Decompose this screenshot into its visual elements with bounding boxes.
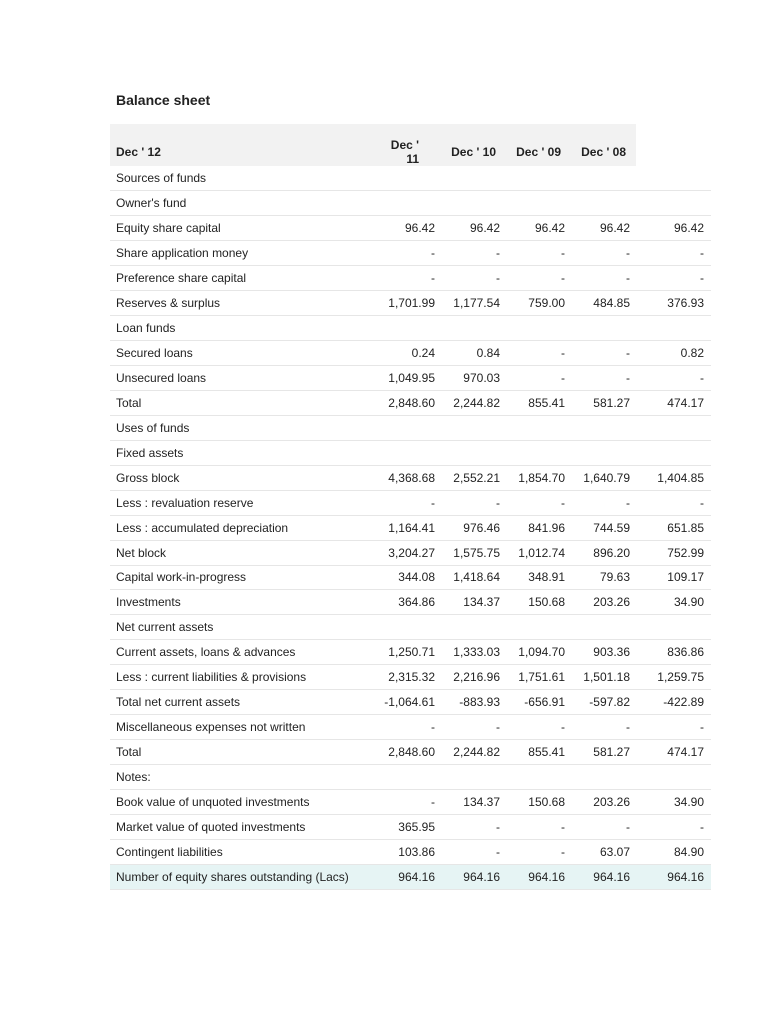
row-value (376, 166, 441, 191)
table-row (110, 390, 711, 415)
row-value (441, 765, 506, 790)
row-label: Less : accumulated depreciation (110, 515, 376, 540)
table-row (110, 765, 711, 790)
row-value (376, 765, 441, 790)
row-value: 1,094.70 (506, 640, 571, 665)
row-value: 2,315.32 (376, 665, 441, 690)
row-value (506, 166, 571, 191)
table-row (110, 690, 711, 715)
row-value: 0.82 (636, 341, 711, 366)
table-row (110, 316, 711, 341)
row-value: 364.86 (376, 590, 441, 615)
row-value (636, 191, 711, 216)
row-value: - (571, 814, 636, 839)
page-title: Balance sheet (116, 92, 211, 108)
row-value: 964.16 (376, 864, 441, 889)
row-value (441, 440, 506, 465)
row-label: Number of equity shares outstanding (Lacs) (110, 864, 376, 889)
row-value: 1,575.75 (441, 540, 506, 565)
table-row (110, 191, 711, 216)
row-value (441, 615, 506, 640)
row-value: 344.08 (376, 565, 441, 590)
row-value: - (506, 839, 571, 864)
row-value: 836.86 (636, 640, 711, 665)
row-label: Less : revaluation reserve (110, 490, 376, 515)
row-value: 84.90 (636, 839, 711, 864)
row-value: 903.36 (571, 640, 636, 665)
row-value (506, 615, 571, 640)
row-value (571, 615, 636, 640)
row-value: 134.37 (441, 590, 506, 615)
row-value: - (376, 241, 441, 266)
row-value: - (506, 490, 571, 515)
row-value: 96.42 (506, 216, 571, 241)
row-value (636, 415, 711, 440)
row-value: 581.27 (571, 390, 636, 415)
row-value: 96.42 (636, 216, 711, 241)
row-value: - (571, 366, 636, 391)
row-label: Net current assets (110, 615, 376, 640)
row-value: 34.90 (636, 590, 711, 615)
table-row (110, 789, 711, 814)
row-value (506, 191, 571, 216)
row-value: - (441, 814, 506, 839)
table-row (110, 440, 711, 465)
row-value: 976.46 (441, 515, 506, 540)
row-label: Owner's fund (110, 191, 376, 216)
row-value: 34.90 (636, 789, 711, 814)
table-row (110, 291, 711, 316)
table-row (110, 216, 711, 241)
row-value: - (506, 715, 571, 740)
row-value: - (441, 241, 506, 266)
row-label: Total (110, 740, 376, 765)
row-value: 484.85 (571, 291, 636, 316)
row-value: 103.86 (376, 839, 441, 864)
row-value: 134.37 (441, 789, 506, 814)
row-value: 376.93 (636, 291, 711, 316)
row-value (506, 316, 571, 341)
row-value (376, 615, 441, 640)
row-value (571, 191, 636, 216)
row-value (376, 440, 441, 465)
table-header-row (110, 124, 711, 166)
row-value: 203.26 (571, 590, 636, 615)
row-value: - (506, 341, 571, 366)
row-value: 1,854.70 (506, 465, 571, 490)
row-value: 1,012.74 (506, 540, 571, 565)
row-value: 4,368.68 (376, 465, 441, 490)
row-label: Secured loans (110, 341, 376, 366)
row-value: - (376, 715, 441, 740)
row-value: - (441, 839, 506, 864)
row-value: - (506, 241, 571, 266)
row-label: Net block (110, 540, 376, 565)
row-value: 474.17 (636, 740, 711, 765)
row-value: 1,049.95 (376, 366, 441, 391)
row-value: 2,552.21 (441, 465, 506, 490)
row-value (506, 415, 571, 440)
row-value: - (376, 490, 441, 515)
row-label: Sources of funds (110, 166, 376, 191)
row-value (571, 166, 636, 191)
row-value: 964.16 (571, 864, 636, 889)
table-row (110, 465, 711, 490)
row-label: Market value of quoted investments (110, 814, 376, 839)
row-label: Total (110, 390, 376, 415)
row-label: Miscellaneous expenses not written (110, 715, 376, 740)
table-row (110, 366, 711, 391)
row-value: - (506, 814, 571, 839)
row-value: 651.85 (636, 515, 711, 540)
row-value: 1,250.71 (376, 640, 441, 665)
row-value: 1,164.41 (376, 515, 441, 540)
row-value: 0.24 (376, 341, 441, 366)
table-row (110, 490, 711, 515)
row-value: 96.42 (571, 216, 636, 241)
table-row (110, 515, 711, 540)
table-row (110, 241, 711, 266)
row-label: Contingent liabilities (110, 839, 376, 864)
row-value: 150.68 (506, 789, 571, 814)
row-value (441, 415, 506, 440)
row-value: 2,848.60 (376, 390, 441, 415)
row-value: 1,259.75 (636, 665, 711, 690)
row-value: - (376, 266, 441, 291)
row-value: - (636, 715, 711, 740)
row-value: - (571, 341, 636, 366)
row-value: 2,244.82 (441, 390, 506, 415)
row-value: - (636, 366, 711, 391)
row-value: 581.27 (571, 740, 636, 765)
row-value (376, 316, 441, 341)
row-label: Equity share capital (110, 216, 376, 241)
table-row (110, 615, 711, 640)
row-value: 964.16 (441, 864, 506, 889)
row-value: 744.59 (571, 515, 636, 540)
row-value (636, 765, 711, 790)
row-label: Uses of funds (110, 415, 376, 440)
row-value: 964.16 (636, 864, 711, 889)
row-value (636, 166, 711, 191)
row-value: 79.63 (571, 565, 636, 590)
row-value: 964.16 (506, 864, 571, 889)
row-value: - (571, 241, 636, 266)
row-value: 3,204.27 (376, 540, 441, 565)
row-label: Notes: (110, 765, 376, 790)
row-value (441, 191, 506, 216)
row-value: 63.07 (571, 839, 636, 864)
row-label: Unsecured loans (110, 366, 376, 391)
table-row (110, 590, 711, 615)
row-value: - (636, 266, 711, 291)
row-value: 2,848.60 (376, 740, 441, 765)
row-value: 1,751.61 (506, 665, 571, 690)
row-value (636, 440, 711, 465)
row-value: - (506, 266, 571, 291)
row-value: 0.84 (441, 341, 506, 366)
row-value (571, 440, 636, 465)
row-label: Investments (110, 590, 376, 615)
row-value: 752.99 (636, 540, 711, 565)
row-value: 96.42 (441, 216, 506, 241)
row-value: - (441, 266, 506, 291)
row-value: 365.95 (376, 814, 441, 839)
table-row (110, 341, 711, 366)
row-label: Reserves & surplus (110, 291, 376, 316)
row-value: - (441, 490, 506, 515)
table-row (110, 415, 711, 440)
row-value: 203.26 (571, 789, 636, 814)
table-row (110, 740, 711, 765)
row-value: - (636, 241, 711, 266)
column-header-blank (636, 124, 711, 166)
row-value: - (636, 490, 711, 515)
row-value (506, 765, 571, 790)
row-value: 1,701.99 (376, 291, 441, 316)
column-header-dec-09: Dec ' 09 (506, 124, 571, 166)
row-value: 1,640.79 (571, 465, 636, 490)
row-value: 1,404.85 (636, 465, 711, 490)
row-value: 109.17 (636, 565, 711, 590)
row-value: 1,501.18 (571, 665, 636, 690)
row-label: Gross block (110, 465, 376, 490)
row-value: 759.00 (506, 291, 571, 316)
table-row (110, 166, 711, 191)
row-label: Less : current liabilities & provisions (110, 665, 376, 690)
row-value: 150.68 (506, 590, 571, 615)
row-value: - (376, 789, 441, 814)
table-row (110, 839, 711, 864)
row-value: 2,244.82 (441, 740, 506, 765)
row-value: -883.93 (441, 690, 506, 715)
row-label: Fixed assets (110, 440, 376, 465)
row-label: Share application money (110, 241, 376, 266)
row-value (441, 316, 506, 341)
table-row (110, 715, 711, 740)
row-label: Capital work-in-progress (110, 565, 376, 590)
row-value (571, 765, 636, 790)
row-value: 474.17 (636, 390, 711, 415)
row-value: 1,177.54 (441, 291, 506, 316)
row-value: - (571, 266, 636, 291)
table-row (110, 640, 711, 665)
table-row (110, 266, 711, 291)
row-label: Book value of unquoted investments (110, 789, 376, 814)
balance-sheet-table (110, 124, 711, 890)
row-value: -597.82 (571, 690, 636, 715)
table-row (110, 864, 711, 889)
column-header-dec-08: Dec ' 08 (571, 124, 636, 166)
table-row (110, 814, 711, 839)
row-value (376, 191, 441, 216)
column-header-label: Dec ' 12 (110, 124, 376, 166)
row-value: 970.03 (441, 366, 506, 391)
row-value (636, 615, 711, 640)
column-header-dec-10: Dec ' 10 (441, 124, 506, 166)
table-body (110, 166, 711, 889)
row-value: 896.20 (571, 540, 636, 565)
row-label: Loan funds (110, 316, 376, 341)
row-value: 855.41 (506, 390, 571, 415)
row-value (506, 440, 571, 465)
row-value: - (636, 814, 711, 839)
row-value: 96.42 (376, 216, 441, 241)
row-label: Total net current assets (110, 690, 376, 715)
row-label: Current assets, loans & advances (110, 640, 376, 665)
row-value: 1,333.03 (441, 640, 506, 665)
row-value: 1,418.64 (441, 565, 506, 590)
row-value: -656.91 (506, 690, 571, 715)
row-value (441, 166, 506, 191)
row-value (571, 316, 636, 341)
row-label: Preference share capital (110, 266, 376, 291)
table-row (110, 565, 711, 590)
row-value: 855.41 (506, 740, 571, 765)
row-value: - (571, 715, 636, 740)
row-value: -422.89 (636, 690, 711, 715)
row-value: 841.96 (506, 515, 571, 540)
row-value: - (506, 366, 571, 391)
table-row (110, 540, 711, 565)
column-header-dec-11: Dec ' 11 (376, 124, 441, 166)
row-value: 2,216.96 (441, 665, 506, 690)
row-value (571, 415, 636, 440)
row-value: - (441, 715, 506, 740)
row-value (636, 316, 711, 341)
row-value: -1,064.61 (376, 690, 441, 715)
table-row (110, 665, 711, 690)
row-value: - (571, 490, 636, 515)
row-value (376, 415, 441, 440)
row-value: 348.91 (506, 565, 571, 590)
